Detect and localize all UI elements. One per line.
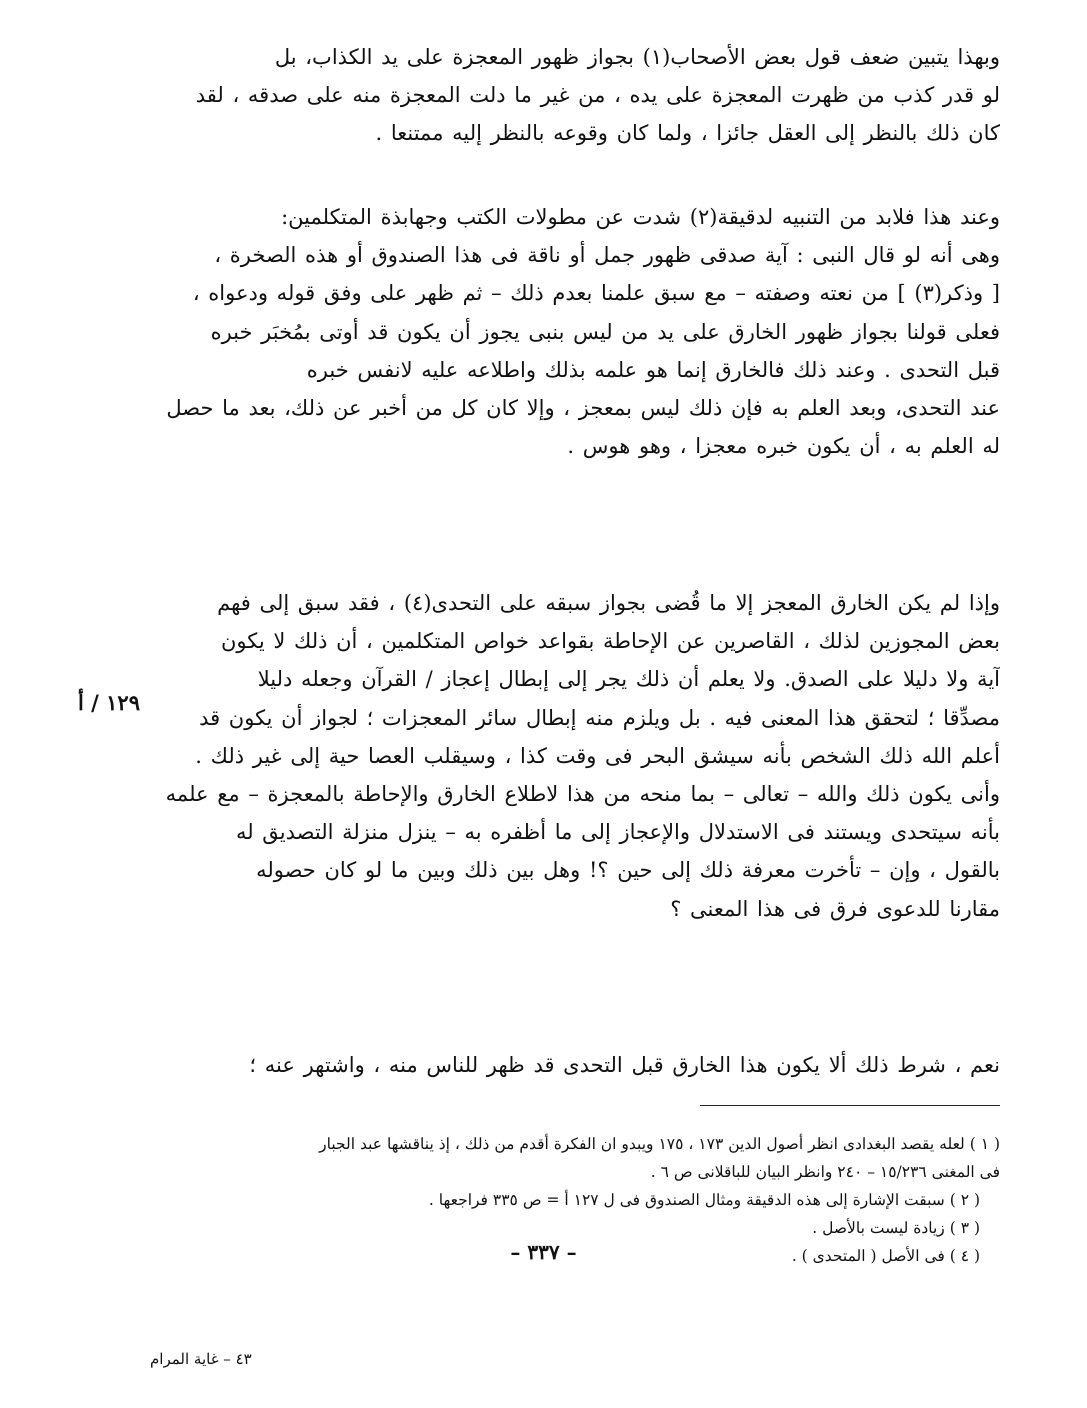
text-line: بعض المجوزين لذلك ، القاصرين عن الإحاطة بقواعد خواص المتكلمين ، أن ذلك لا يكون	[220, 629, 1000, 654]
text-line: آية ولا دليلا على الصدق. ولا يعلم أن ذلك يجر إلى إبطال إعجاز / القرآن وجعله دليلا	[257, 667, 1000, 692]
text-line: فعلى قولنا بجواز ظهور الخارق على يد من ليس بنبى يجوز أن يكون قد أوتى بمُخبَر خبره	[210, 319, 1000, 344]
text-line: بأنه سيتحدى ويستند فى الاستدلال والإعجاز إلى ما أظفره به – ينزل منزلة التصديق له	[235, 820, 1000, 845]
footnote-3: ( ٣ ) زيادة ليست بالأصل .	[812, 1219, 980, 1237]
text-line: مقارنا للدعوى فرق فى هذا المعنى ؟	[670, 896, 1000, 921]
footnote-1-continued: فى المغنى ١٥/٢٣٦ – ٢٤٠ وانظر البيان للباقلانى ص ٦ .	[650, 1163, 1000, 1181]
text-line: وأنى يكون ذلك والله – تعالى – بما منحه من هذا لاطلاع الخارق والإحاطة بالمعجزة – مع علمه	[165, 782, 1000, 807]
paragraph-3	[158, 584, 1000, 928]
text-line: قبل التحدى . وعند ذلك فالخارق إنما هو علمه بذلك واطلاعه عليه لانفس خبره	[306, 357, 1000, 382]
paragraph-4	[158, 1046, 1000, 1084]
text-line: كان ذلك بالنظر إلى العقل جائزا ، ولما كان وقوعه بالنظر إليه ممتنعا .	[375, 121, 1000, 146]
text-line: وإذا لم يكن الخارق المعجز إلا ما قُضى بجواز سبقه على التحدى(٤) ، فقد سبق إلى فهم	[217, 591, 1000, 615]
footnote-separator	[700, 1105, 1000, 1106]
text-line: وعند هذا فلابد من التنبيه لدقيقة(٢) شدت عن مطولات الكتب وجهابذة المتكلمين:	[281, 205, 1000, 229]
text-line: لو قدر كذب من ظهرت المعجزة على يده ، من غير ما دلت المعجزة منه على صدقه ، لقد	[195, 83, 1000, 108]
paragraph-2	[158, 198, 1000, 465]
text-line: عند التحدى، وبعد العلم به فإن ذلك ليس بمعجز ، وإلا كان كل من أخبر عن ذلك، بعد ما حصل	[166, 396, 1000, 421]
text-line: نعم ، شرط ذلك ألا يكون هذا الخارق قبل التحدى قد ظهر للناس منه ، واشتهر عنه ؛	[249, 1053, 1000, 1077]
manuscript-folio-note: ١٢٩ / أ	[78, 690, 140, 715]
footnote-2: ( ٢ ) سبقت الإشارة إلى هذه الدقيقة ومثال الصندوق فى ل ١٢٧ أ = ص ٣٣٥ فراجعها .	[428, 1191, 980, 1209]
footnote-4: ( ٤ ) فى الأصل ( المتحدى ) .	[791, 1247, 980, 1265]
footnote-1: ( ١ ) لعله يقصد البغدادى انظر أصول الدين ١٧٣ ، ١٧٥ ويبدو ان الفكرة أقدم من ذلك ، إذ يناقشها عبد الجبار	[319, 1135, 1000, 1153]
text-line: أعلم الله ذلك الشخص بأنه سيشق البحر فى وقت كذا ، وسيقلب العصا حية إلى غير ذلك .	[195, 743, 1000, 768]
signature-mark: ٤٣ – غاية المرام	[150, 1350, 252, 1368]
text-line: وهى أنه لو قال النبى : آية صدقى ظهور جمل أو ناقة فى هذا الصندوق أو هذه الصخرة ،	[214, 243, 1000, 268]
paragraph-1	[158, 38, 1000, 153]
text-line: وبهذا يتبين ضعف قول بعض الأصحاب(١) بجواز ظهور المعجزة على يد الكذاب، بل	[274, 45, 1000, 69]
text-line: بالقول ، وإن – تأخرت معرفة ذلك إلى حين ؟! وهل بين ذلك وبين ما لو كان حصوله	[256, 858, 1000, 883]
text-line: مصدِّقا ؛ لتحقق هذا المعنى فيه . بل ويلزم منه إبطال سائر المعجزات ؛ لجواز أن يكون قد	[199, 705, 1000, 730]
page-number: – ٣٣٧ –	[510, 1240, 577, 1264]
text-line: له العلم به ، أن يكون خبره معجزا ، وهو هوس .	[567, 434, 1000, 459]
text-line: [ وذكر(٣) ] من نعته وصفته – مع سبق علمنا بعدم ذلك – ثم ظهر على وفق قوله ودعواه ،	[192, 281, 1000, 306]
